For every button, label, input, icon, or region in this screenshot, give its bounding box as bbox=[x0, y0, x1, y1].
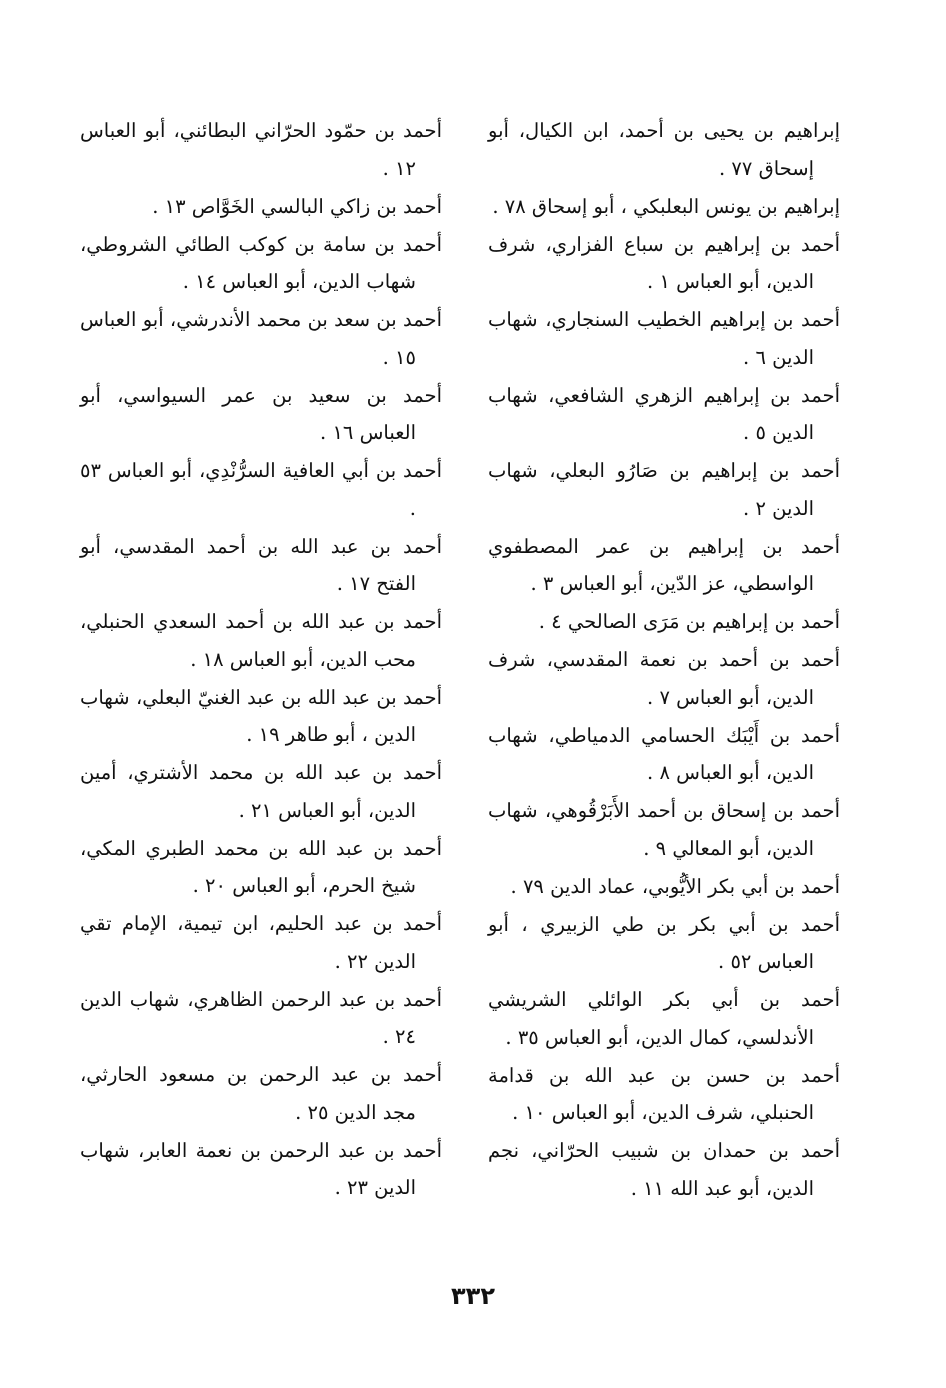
index-entry: أحمد بن سامة بن كوكب الطائي الشروطي، شهاب الدين، أبو العباس ١٤ . bbox=[80, 232, 442, 293]
index-entry: أحمد بن إبراهيم بن سباع الفزاري، شرف الدين، أبو العباس ١ . bbox=[488, 232, 840, 293]
index-entry: أحمد بن إسحاق بن أحمد الأَبَرْقُوهي، شهاب الدين، أبو المعالي ٩ . bbox=[488, 799, 840, 860]
index-entry: أحمد بن أبي بكر الوائلي الشريشي الأندلسي، كمال الدين، أبو العباس ٣٥ . bbox=[488, 988, 840, 1049]
index-column-left bbox=[80, 112, 442, 1207]
index-entry: أحمد بن أَيْبَك الحسامي الدمياطي، شهاب الدين، أبو العباس ٨ . bbox=[488, 723, 840, 784]
index-entry: أحمد بن عبد الله بن أحمد المقدسي، أبو الفتح ١٧ . bbox=[80, 534, 442, 595]
index-entry: أحمد بن أبي بكر بن طي الزبيري ، أبو العباس ٥٢ . bbox=[488, 912, 840, 973]
index-entry: أحمد بن عبد الرحمن بن مسعود الحارثي، مجد الدين ٢٥ . bbox=[80, 1063, 442, 1124]
index-entry: أحمد بن عبد الحليم، ابن تيمية، الإمام تقي الدين ٢٢ . bbox=[80, 912, 442, 973]
index-entry: أحمد بن سعد بن محمد الأندرشي، أبو العباس ١٥ . bbox=[80, 308, 442, 369]
index-entry: أحمد بن حمدان بن شبيب الحرّاني، نجم الدين، أبو عبد الله ١١ . bbox=[488, 1139, 840, 1200]
index-entry: أحمد بن حمّود الحرّاني البطائني، أبو العباس ١٢ . bbox=[80, 119, 442, 180]
index-entry: أحمد بن عبد الرحمن الظاهري، شهاب الدين ٢٤ . bbox=[80, 987, 442, 1048]
index-entry: أحمد بن إبراهيم الزهري الشافعي، شهاب الدين ٥ . bbox=[488, 383, 840, 444]
index-entry: إبراهيم بن يحيى بن أحمد، ابن الكيال، أبو إسحاق ٧٧ . bbox=[488, 119, 840, 180]
index-entry: أحمد بن سعيد بن عمر السيواسي، أبو العباس ١٦ . bbox=[80, 383, 442, 444]
index-entry: أحمد بن أحمد بن نعمة المقدسي، شرف الدين، أبو العباس ٧ . bbox=[488, 648, 840, 709]
index-entry: أحمد بن عبد الله بن محمد الأشتري، أمين الدين، أبو العباس ٢١ . bbox=[80, 761, 442, 822]
index-entry: أحمد بن إبراهيم بن صَارُو البعلي، شهاب الدين ٢ . bbox=[488, 459, 840, 520]
index-entry: أحمد بن عبد الله بن محمد الطبري المكي، شيخ الحرم، أبو العباس ٢٠ . bbox=[80, 836, 442, 897]
index-column-right bbox=[488, 112, 840, 1208]
index-entry: أحمد بن حسن بن عبد الله بن قدامة الحنبلي، شرف الدين، أبو العباس ١٠ . bbox=[488, 1063, 840, 1124]
index-entry: أحمد بن أبي العافية السرُّنْدِي، أبو العباس ٥٣ . bbox=[80, 459, 442, 520]
page-number: ٣٣٢ bbox=[451, 1282, 495, 1310]
index-entry: أحمد بن إبراهيم بن عمر المصطفوي الواسطي، عز الدّين، أبو العباس ٣ . bbox=[488, 534, 840, 595]
index-entry: أحمد بن عبد الله بن أحمد السعدي الحنبلي، محب الدين، أبو العباس ١٨ . bbox=[80, 610, 442, 671]
index-entry: أحمد بن عبد الرحمن بن نعمة العابر، شهاب الدين ٢٣ . bbox=[80, 1138, 442, 1199]
index-entry: أحمد بن عبد الله بن عبد الغنيّ البعلي، شهاب الدين ، أبو طاهر ١٩ . bbox=[80, 685, 442, 746]
index-entry: أحمد بن زاكي البالسي الخَوَّاص ١٣ . bbox=[152, 194, 442, 218]
index-entry: أحمد بن إبراهيم الخطيب السنجاري، شهاب الدين ٦ . bbox=[488, 308, 840, 369]
index-entry: إبراهيم بن يونس البعلبكي ، أبو إسحاق ٧٨ . bbox=[492, 194, 840, 218]
index-entry: أحمد بن إبراهيم بن مَرَى الصالحي ٤ . bbox=[538, 610, 840, 633]
index-entry: أحمد بن أبي بكر الأيُّوبي، عماد الدين ٧٩ . bbox=[510, 874, 840, 898]
